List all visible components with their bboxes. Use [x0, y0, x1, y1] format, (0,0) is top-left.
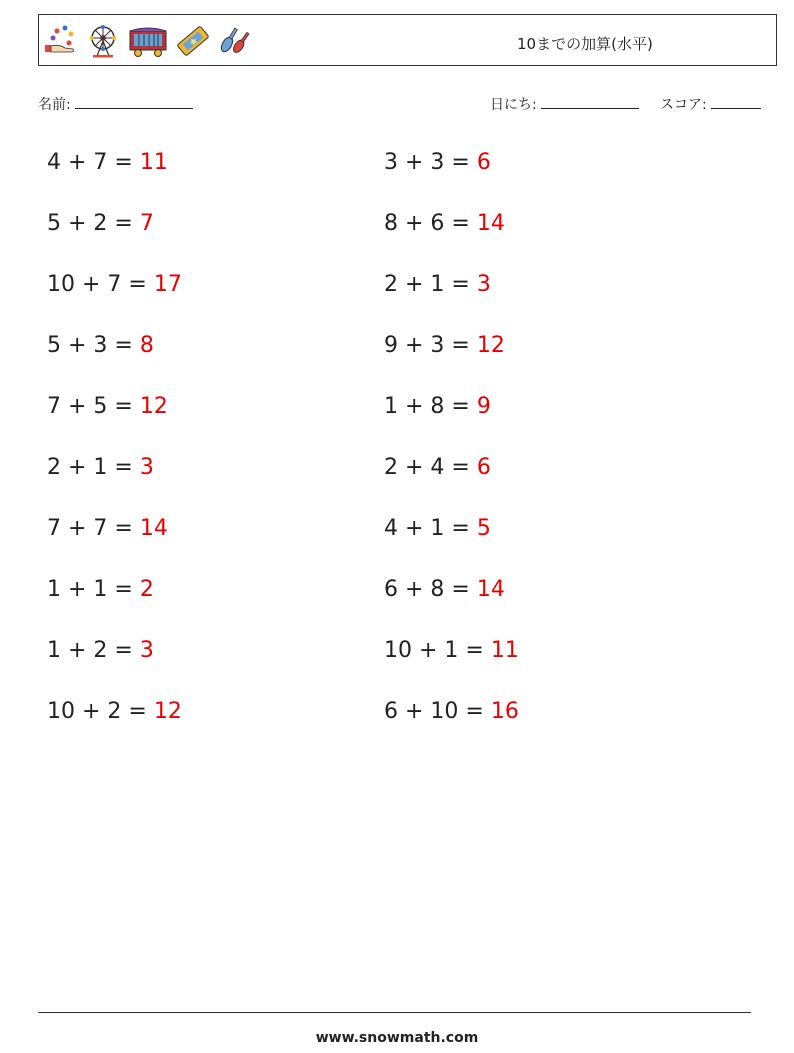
problem-right-4 [384, 333, 505, 358]
problem-question: 10 + 2 = [47, 699, 154, 724]
problem-answer: 3 [139, 455, 154, 480]
footer-url: www.snowmath.com [315, 1030, 479, 1046]
problem-question: 1 + 2 = [47, 638, 140, 663]
problem-answer: 14 [139, 516, 168, 541]
problem-right-8 [384, 577, 505, 602]
circus-wagon-icon [127, 23, 169, 59]
problem-question: 4 + 7 = [47, 150, 140, 175]
problem-answer: 3 [476, 272, 491, 297]
footer-divider [38, 1012, 751, 1013]
score-field [660, 94, 761, 114]
problem-left-9 [47, 638, 154, 663]
problem-answer: 17 [153, 272, 182, 297]
problem-answer: 9 [476, 394, 491, 419]
name-field [38, 94, 193, 114]
problem-right-6 [384, 455, 491, 480]
problem-question: 9 + 3 = [384, 333, 477, 358]
problem-question: 2 + 1 = [47, 455, 140, 480]
problem-left-10 [47, 699, 182, 724]
juggling-pins-icon [217, 23, 253, 59]
problem-answer: 14 [476, 211, 505, 236]
date-field [490, 94, 639, 114]
problem-answer: 12 [139, 394, 168, 419]
problem-question: 6 + 10 = [384, 699, 491, 724]
problem-answer: 12 [153, 699, 182, 724]
problem-answer: 2 [139, 577, 154, 602]
problem-right-7 [384, 516, 491, 541]
ferris-wheel-icon [85, 23, 121, 59]
juggling-hand-icon [43, 23, 79, 59]
problem-left-2 [47, 211, 154, 236]
problem-left-7 [47, 516, 168, 541]
header-icons [43, 21, 253, 61]
problem-question: 5 + 3 = [47, 333, 140, 358]
name-blank[interactable] [75, 94, 193, 109]
name-label: 名前: [38, 97, 71, 113]
problem-answer: 7 [139, 211, 154, 236]
problem-answer: 6 [476, 455, 491, 480]
problem-answer: 6 [476, 150, 491, 175]
problem-left-3 [47, 272, 182, 297]
problem-right-5 [384, 394, 491, 419]
problem-question: 5 + 2 = [47, 211, 140, 236]
problem-question: 2 + 1 = [384, 272, 477, 297]
problem-question: 1 + 1 = [47, 577, 140, 602]
date-blank[interactable] [541, 94, 639, 109]
ticket-icon [175, 23, 211, 59]
date-label: 日にち: [490, 97, 537, 113]
problem-answer: 11 [490, 638, 519, 663]
problem-question: 7 + 5 = [47, 394, 140, 419]
problem-question: 2 + 4 = [384, 455, 477, 480]
problem-right-9 [384, 638, 519, 663]
problem-question: 1 + 8 = [384, 394, 477, 419]
score-blank[interactable] [711, 94, 761, 109]
problem-question: 8 + 6 = [384, 211, 477, 236]
problem-question: 3 + 3 = [384, 150, 477, 175]
problem-left-8 [47, 577, 154, 602]
problem-question: 7 + 7 = [47, 516, 140, 541]
worksheet-header [38, 14, 777, 66]
problem-left-4 [47, 333, 154, 358]
problem-question: 4 + 1 = [384, 516, 477, 541]
worksheet-title: 10までの加算(水平) [517, 35, 653, 53]
problem-answer: 3 [139, 638, 154, 663]
problem-right-10 [384, 699, 519, 724]
problem-answer: 16 [490, 699, 519, 724]
problem-question: 10 + 1 = [384, 638, 491, 663]
problem-left-1 [47, 150, 168, 175]
problem-answer: 5 [476, 516, 491, 541]
problem-left-5 [47, 394, 168, 419]
problem-right-2 [384, 211, 505, 236]
problem-answer: 11 [139, 150, 168, 175]
problem-left-6 [47, 455, 154, 480]
problem-right-3 [384, 272, 491, 297]
problem-question: 10 + 7 = [47, 272, 154, 297]
problem-answer: 12 [476, 333, 505, 358]
problem-answer: 14 [476, 577, 505, 602]
problem-question: 6 + 8 = [384, 577, 477, 602]
problem-answer: 8 [139, 333, 154, 358]
score-label: スコア: [660, 97, 707, 113]
problem-right-1 [384, 150, 491, 175]
